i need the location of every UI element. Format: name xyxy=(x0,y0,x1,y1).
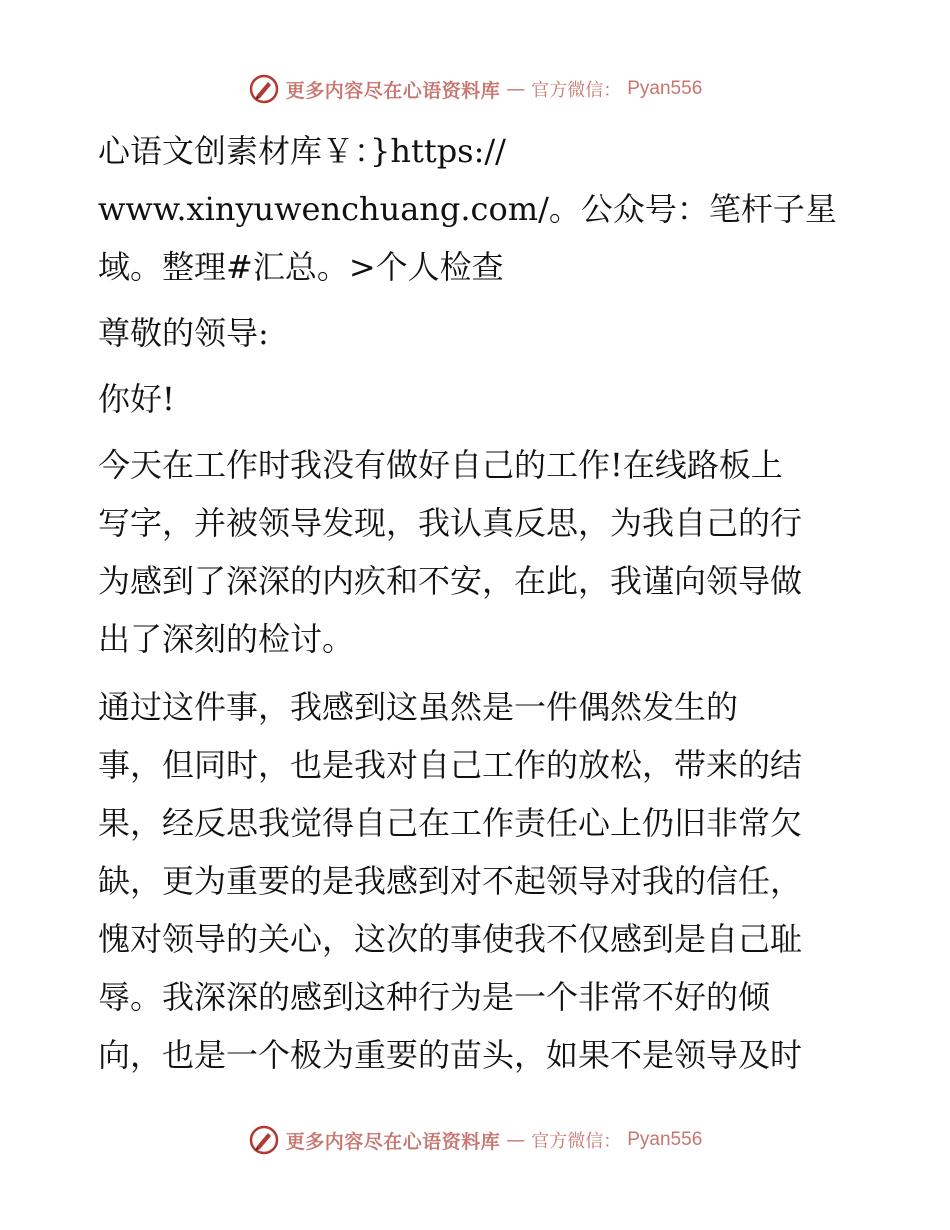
footer-banner xyxy=(0,1121,950,1159)
text-line: 缺，更为重要的是我感到对不起领导对我的信任， xyxy=(98,862,803,900)
greeting xyxy=(98,370,850,428)
pen-logo-icon xyxy=(248,1124,280,1156)
banner-promo-text: 更多内容尽在心语资料库 xyxy=(285,1130,501,1153)
text-line: www.xinyuwenchuang.com/。公众号：笔杆子星 xyxy=(98,190,837,228)
banner-wechat-id: Pyan556 xyxy=(627,78,703,99)
banner-wechat-id: Pyan556 xyxy=(627,1129,703,1150)
text-line: 事，但同时，也是我对自己工作的放松，带来的结 xyxy=(98,746,803,784)
banner-wechat-label: 官方微信： xyxy=(531,80,622,101)
text-line: 果，经反思我觉得自己在工作责任心上仍旧非常欠 xyxy=(98,804,803,842)
text-line: 出了深刻的检讨。 xyxy=(98,620,355,658)
text-line: 辱。我深深的感到这种行为是一个非常不好的倾 xyxy=(98,978,771,1016)
banner-separator: — xyxy=(506,78,526,100)
banner-wechat-label: 官方微信： xyxy=(531,1131,622,1152)
text-line: 域。整理#汇总。>个人检查 xyxy=(98,248,504,286)
document-body xyxy=(98,122,850,1084)
text-line: 通过这件事，我感到这虽然是一件偶然发生的 xyxy=(98,688,739,726)
pen-logo-icon xyxy=(248,73,280,105)
text-line: 愧对领导的关心，这次的事使我不仅感到是自己耻 xyxy=(98,920,803,958)
text-line: 心语文创素材库￥：}https:// xyxy=(98,132,506,170)
text-line: 今天在工作时我没有做好自己的工作!在线路板上 xyxy=(98,446,783,484)
banner-separator: — xyxy=(506,1129,526,1151)
salutation xyxy=(98,304,850,362)
header-banner xyxy=(0,70,950,108)
salutation-text: 尊敬的领导: xyxy=(98,314,269,352)
text-line: 为感到了深深的内疚和不安，在此，我谨向领导做 xyxy=(98,562,803,600)
text-line: 向，也是一个极为重要的苗头，如果不是领导及时 xyxy=(98,1036,803,1074)
paragraph-1 xyxy=(98,436,850,668)
text-line: 写字，并被领导发现，我认真反思，为我自己的行 xyxy=(98,504,803,542)
paragraph-2 xyxy=(98,678,850,1084)
greeting-text: 你好! xyxy=(98,380,175,418)
intro-paragraph xyxy=(98,122,850,296)
banner-promo-text: 更多内容尽在心语资料库 xyxy=(285,79,501,102)
